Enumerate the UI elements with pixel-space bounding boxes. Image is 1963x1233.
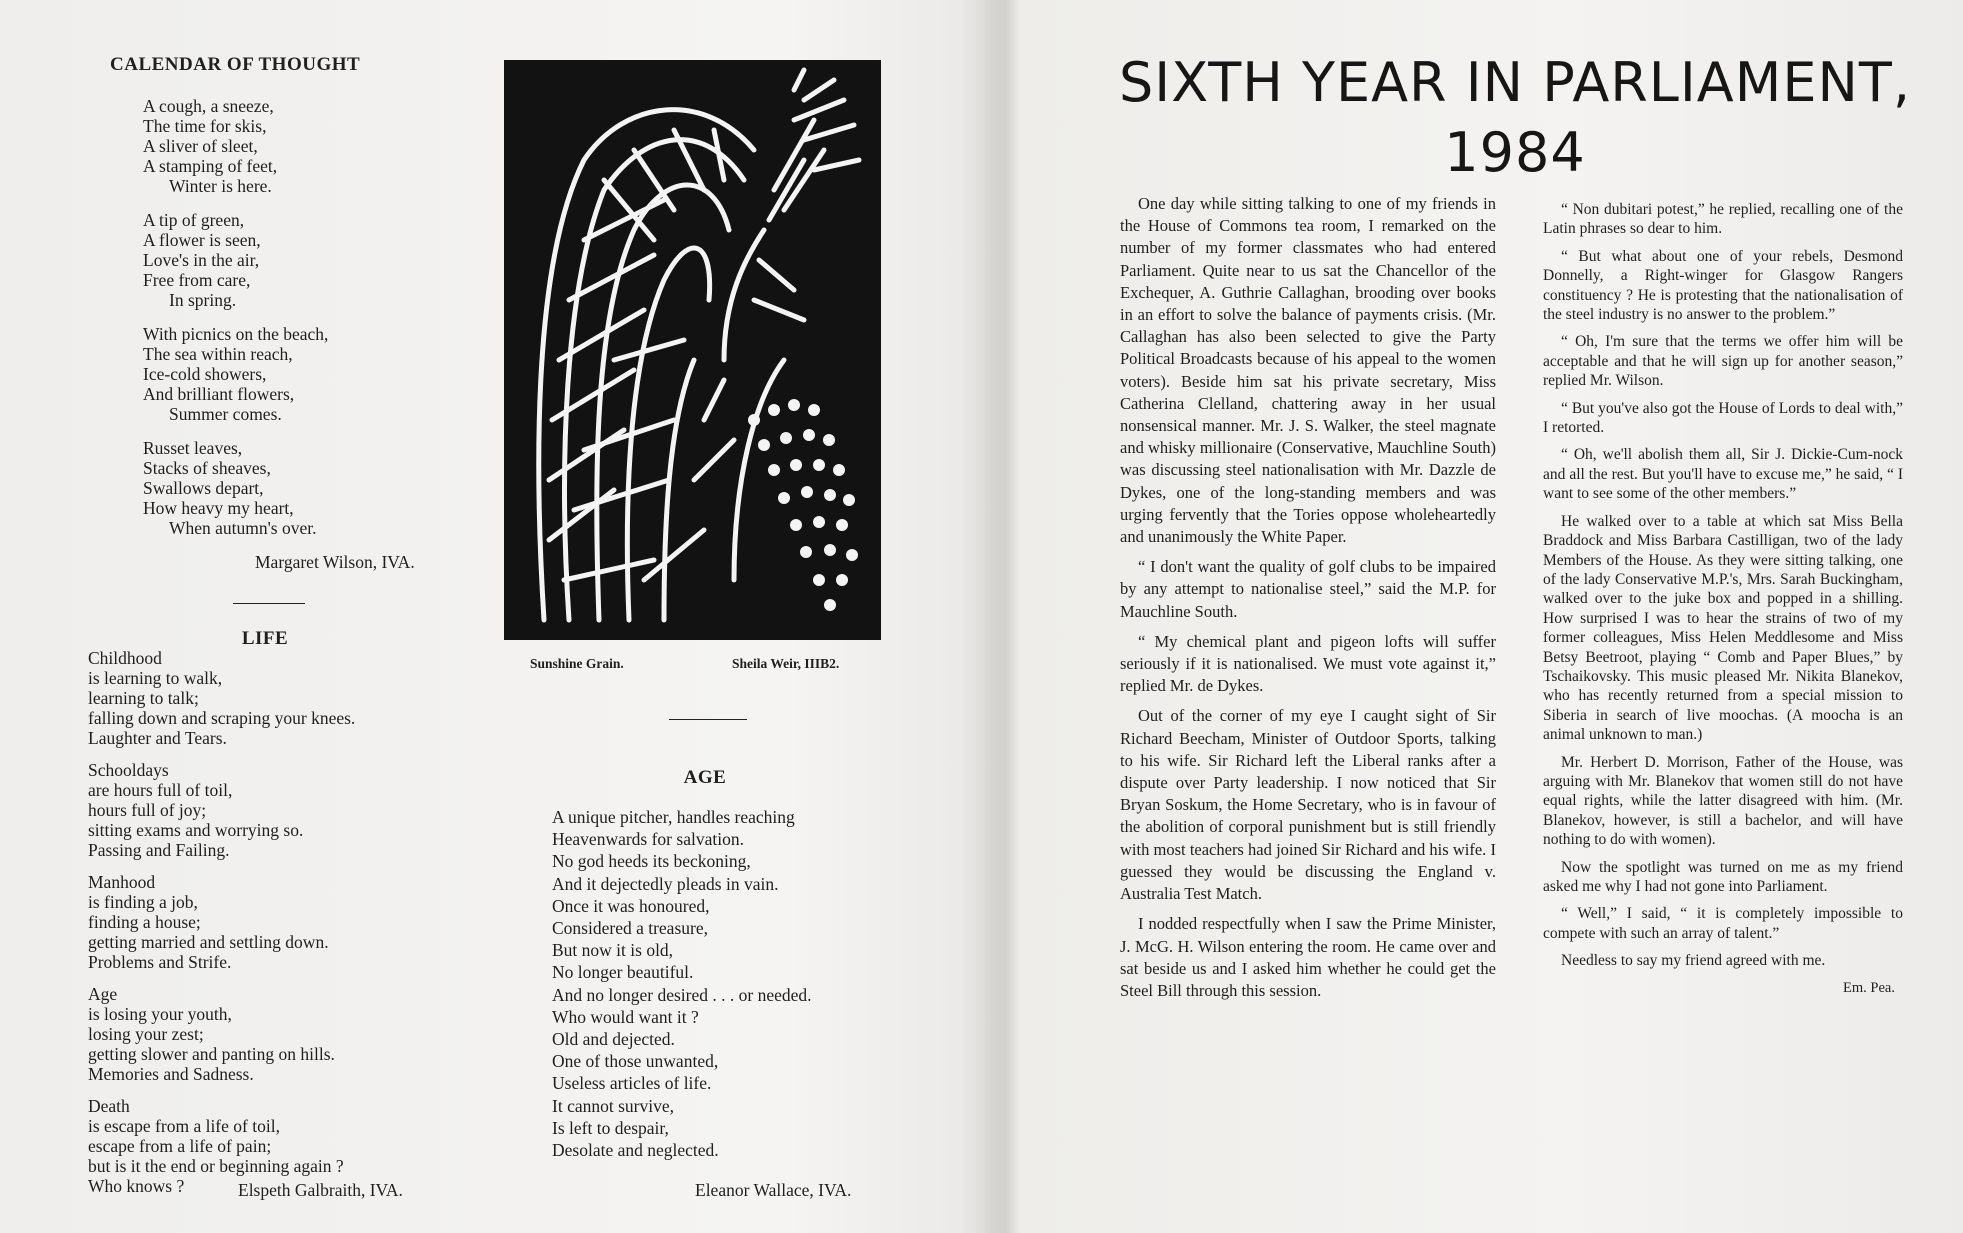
article-paragraph: Needless to say my friend agreed with me. xyxy=(1561,952,1826,970)
poem-line: learning to talk; xyxy=(88,688,199,708)
poem-line: A flower is seen, xyxy=(143,230,261,250)
life-stanza-schooldays xyxy=(88,760,355,860)
poem-line: In spring. xyxy=(169,290,237,310)
article-paragraph: Out of the corner of my eye I caught sight of Sir Richard Beecham, Minister of Outdoor Sports, talking to his wife. Sir Richard left the Liberal ranks after a dispute over Party leadership. I now noticed that Sir Bryan Soskum, the Home Secretary, who is in favour of the abolition of corporal punishment but is still friendly with most teachers had joined Sir Richard and his wife. I guessed they would be discussing the England v. Australia Test Match. xyxy=(1120,706,1496,904)
article-paragraph: He walked over to a table at which sat Miss Bella Braddock and Miss Barbara Castilligan, two of the lady Members of the House. As they were sitting talking, one of the lady Conservative M.P.'s, Mrs. Sarah Buckingham, walked over to the juke box and popped in a shilling. How surprised I was to hear the strains of two of my former colleagues, Miss Helen Meddlesome and Miss Betsy Beetroot, playing “ Comb and Paper Blues,” by Tschaikovsky. This music pleased Mr. Nikita Blanekov, who has recently returned from a special mission to Siberia in search of live moochas. (A moocha is an animal unknown to man.) xyxy=(1543,512,1903,744)
poem-line: is escape from a life of toil, xyxy=(88,1116,280,1136)
article-paragraph: Now the spotlight was turned on me as my friend asked me why I had not gone into Parliament. xyxy=(1543,858,1903,895)
poem-line: Swallows depart, xyxy=(143,478,264,498)
poem-line: A tip of green, xyxy=(143,210,245,230)
poem-line: Age xyxy=(88,984,118,1004)
article-paragraph: “ Non dubitari potest,” he replied, recalling one of the Latin phrases so dear to him. xyxy=(1543,201,1903,238)
woodcut-caption-author: Sheila Weir, IIIB2. xyxy=(732,656,840,671)
calendar-title: CALENDAR OF THOUGHT xyxy=(110,54,361,75)
poem-line: With picnics on the beach, xyxy=(143,324,329,344)
life-title: LIFE xyxy=(241,628,289,649)
poem-line: Who knows ? xyxy=(88,1176,185,1196)
woodcut-caption-title: Sunshine Grain. xyxy=(530,656,624,671)
poem-line: Childhood xyxy=(88,648,162,668)
poem-line: How heavy my heart, xyxy=(143,498,294,518)
poem-line: No god heeds its beckoning, xyxy=(552,851,751,872)
page-gutter xyxy=(990,0,1020,1233)
poem-line: One of those unwanted, xyxy=(552,1051,719,1072)
poem-line: When autumn's over. xyxy=(169,518,317,538)
article-paragraph: “ I don't want the quality of golf clubs to be impaired by any attempt to nationalise steel,” said the M.P. for Mauchline South. xyxy=(1120,557,1496,621)
article-title xyxy=(1100,48,1930,188)
calendar-stanza-autumn xyxy=(143,438,328,538)
poem-line: And brilliant flowers, xyxy=(143,384,295,404)
poem-line: Useless articles of life. xyxy=(552,1073,712,1094)
calendar-poem xyxy=(143,96,328,552)
wheat-woodcut-graphic xyxy=(504,60,881,640)
life-stanza-manhood xyxy=(88,872,355,972)
article-left-column xyxy=(1120,193,1496,1010)
article-paragraph: “ Oh, I'm sure that the terms we offer him will be acceptable and that he will sign up for another season,” replied Mr. Wilson. xyxy=(1543,333,1903,390)
poem-line: Problems and Strife. xyxy=(88,952,232,972)
poem-line: It cannot survive, xyxy=(552,1095,674,1116)
poem-line: losing your zest; xyxy=(88,1024,204,1044)
calendar-stanza-spring xyxy=(143,210,328,310)
poem-line: Ice-cold showers, xyxy=(143,364,267,384)
calendar-stanza-winter xyxy=(143,96,328,196)
article-paragraph: “ Oh, we'll abolish them all, Sir J. Dickie-Cum-nock and all the rest. But you'll have to excuse me,” he said, “ I want to see some of the other members.” xyxy=(1543,446,1903,503)
article-paragraph: One day while sitting talking to one of my friends in the House of Commons tea room, I remarked on the number of my former classmates who had entered Parliament. Quite near to us sat the Chancellor of the Exchequer, A. Guthrie Callaghan, brooding over books in an effort to solve the balance of payments crisis. (Mr. Callaghan has also been selected to give the Party Political Broadcasts because of his appeal to the women voters). Beside him sat his private secretary, Miss Catherina Clelland, chattering away in her usual nonsensical manner. Mr. J. S. Walker, the steel magnate and whisky millionaire (Conservative, Mauchline South) was discussing steel nationalisation with Mr. Dazzle de Dykes, one of the long-standing members and was urging fervently that the Tories oppose wholeheartedly and unanimously the White Paper. xyxy=(1120,194,1496,547)
poem-line: Manhood xyxy=(88,872,156,892)
grain-dots xyxy=(748,399,858,611)
age-poem xyxy=(552,806,812,1161)
poem-line: sitting exams and worrying so. xyxy=(88,820,304,840)
poem-line: Death xyxy=(88,1096,130,1116)
divider-rule xyxy=(669,719,747,720)
poem-line: Free from care, xyxy=(143,270,251,290)
article-paragraph: “ But what about one of your rebels, Desmond Donnelly, a Right-winger for Glasgow Rangers constituency ? He is protesting that the nationalisation of the steel industry is no answer to the problem.” xyxy=(1543,247,1903,324)
poem-line: A sliver of sleet, xyxy=(143,136,258,156)
article-paragraph: Mr. Herbert D. Morrison, Father of the House, was arguing with Mr. Blanekov that women still do not have equal rights, while the latter disagreed with him. (Mr. Blanekov, however, is still a bachelor, and will have nothing to do with women). xyxy=(1543,753,1903,849)
life-stanza-age xyxy=(88,984,355,1084)
article-right-column xyxy=(1543,200,1903,998)
life-stanza-childhood xyxy=(88,648,355,748)
poem-line: Who would want it ? xyxy=(552,1006,699,1027)
poem-line: Once it was honoured, xyxy=(552,895,710,916)
article-paragraph: I nodded respectfully when I saw the Prime Minister, J. McG. H. Wilson entering the room. He came over and sat beside us and I asked him whether he could get the Steel Bill through this session. xyxy=(1120,914,1496,1000)
article-paragraph: “ Well,” I said, “ it is completely impossible to compete with such an array of talent.” xyxy=(1543,905,1903,942)
poem-line: but is it the end or beginning again ? xyxy=(88,1156,344,1176)
poem-line: finding a house; xyxy=(88,912,201,932)
poem-line: Russet leaves, xyxy=(143,438,243,458)
article-title-line-2: 1984 xyxy=(1444,121,1586,184)
poem-line: Schooldays xyxy=(88,760,169,780)
poem-line: A stamping of feet, xyxy=(143,156,278,176)
poem-line: Is left to despair, xyxy=(552,1117,669,1138)
poem-line: are hours full of toil, xyxy=(88,780,233,800)
poem-line: Passing and Failing. xyxy=(88,840,230,860)
divider-rule xyxy=(233,603,305,604)
poem-line: Summer comes. xyxy=(169,404,282,424)
poem-line: Considered a treasure, xyxy=(552,918,708,939)
poem-line: hours full of joy; xyxy=(88,800,207,820)
poem-line: But now it is old, xyxy=(552,940,674,961)
poem-line: Memories and Sadness. xyxy=(88,1064,254,1084)
poem-line: Laughter and Tears. xyxy=(88,728,227,748)
poem-line: is learning to walk, xyxy=(88,668,223,688)
calendar-author: Margaret Wilson, IVA. xyxy=(255,552,415,572)
poem-line: is finding a job, xyxy=(88,892,198,912)
poem-line: Old and dejected. xyxy=(552,1029,675,1050)
article-paragraph: “ But you've also got the House of Lords to deal with,” I retorted. xyxy=(1543,399,1903,437)
poem-line: getting slower and panting on hills. xyxy=(88,1044,335,1064)
life-author: Elspeth Galbraith, IVA. xyxy=(238,1180,403,1200)
poem-line: Love's in the air, xyxy=(143,250,260,270)
article-paragraph: “ My chemical plant and pigeon lofts will suffer seriously if it is nationalised. We must vote against it,” replied Mr. de Dykes. xyxy=(1120,631,1496,696)
poem-line: is losing your youth, xyxy=(88,1004,232,1024)
age-author: Eleanor Wallace, IVA. xyxy=(695,1180,852,1200)
poem-line: The time for skis, xyxy=(143,116,267,136)
poem-line: And no longer desired . . . or needed. xyxy=(552,984,812,1005)
woodcut-illustration xyxy=(504,60,881,640)
poem-line: falling down and scraping your knees. xyxy=(88,708,356,728)
poem-line: Heavenwards for salvation. xyxy=(552,829,744,850)
poem-line: A unique pitcher, handles reaching xyxy=(552,807,795,827)
poem-line: A cough, a sneeze, xyxy=(143,96,274,116)
poem-line: The sea within reach, xyxy=(143,344,293,364)
poem-line: Winter is here. xyxy=(169,176,272,196)
article-author: Em. Pea. xyxy=(1843,979,1895,996)
calendar-stanza-summer xyxy=(143,324,328,424)
poem-line: getting married and settling down. xyxy=(88,932,329,952)
age-title: AGE xyxy=(683,767,727,788)
life-poem xyxy=(88,648,355,1196)
poem-line: escape from a life of pain; xyxy=(88,1136,272,1156)
poem-line: No longer beautiful. xyxy=(552,962,694,983)
poem-line: Desolate and neglected. xyxy=(552,1140,719,1161)
poem-line: Stacks of sheaves, xyxy=(143,458,271,478)
article-title-line-1: SIXTH YEAR IN PARLIAMENT, xyxy=(1119,51,1911,114)
poem-line: And it dejectedly pleads in vain. xyxy=(552,873,779,894)
